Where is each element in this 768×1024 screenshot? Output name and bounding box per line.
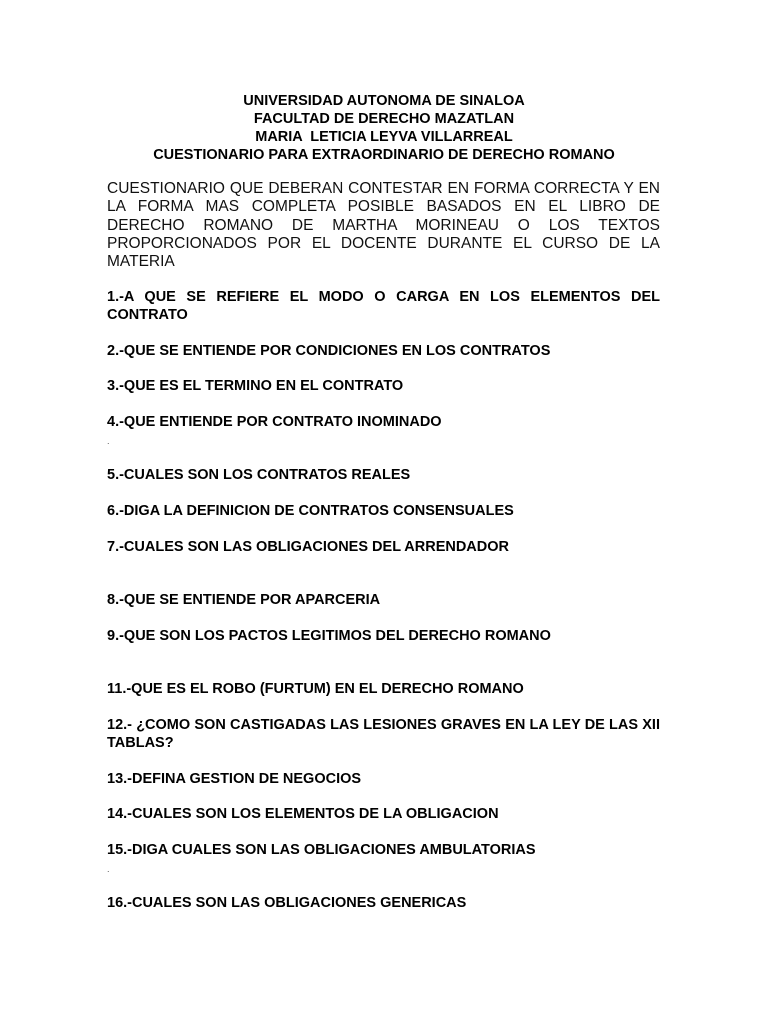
question-6: 6.-DIGA LA DEFINICION DE CONTRATOS CONSENSUALES [107,503,514,519]
intro-paragraph: CUESTIONARIO QUE DEBERAN CONTESTAR EN FORMA CORRECTA Y EN LA FORMA MAS COMPLETA POSIBLE BASADOS EN EL LIBRO DE DERECHO ROMANO DE MARTHA MORINEAU O LOS TEXTOS PROPORCIONADOS POR EL DOCENTE DURANTE EL CURSO DE LA MATERIA [107,180,660,271]
faculty-name: FACULTAD DE DERECHO MAZATLAN [253,111,515,127]
question-15: 15.-DIGA CUALES SON LAS OBLIGACIONES AMBULATORIAS [107,842,536,858]
teacher-name: MARIA LETICIA LEYVA VILLARREAL [255,129,513,145]
question-8: 8.-QUE SE ENTIENDE POR APARCERIA [107,592,381,608]
question-9: 9.-QUE SON LOS PACTOS LEGITIMOS DEL DERECHO ROMANO [107,628,551,644]
question-4: 4.-QUE ENTIENDE POR CONTRATO INOMINADO [107,414,442,430]
document-title: CUESTIONARIO PARA EXTRAORDINARIO DE DERECHO ROMANO [153,147,615,163]
document-header [100,92,668,164]
question-2: 2.-QUE SE ENTIENDE POR CONDICIONES EN LOS CONTRATOS [107,343,551,359]
question-7: 7.-CUALES SON LAS OBLIGACIONES DEL ARRENDADOR [107,539,509,555]
separator-dot: . [107,864,110,874]
separator-dot: . [107,436,110,446]
question-12: 12.- ¿COMO SON CASTIGADAS LAS LESIONES GRAVES EN LA LEY DE LAS XII TABLAS? [107,717,660,751]
question-11: 11.-QUE ES EL ROBO (FURTUM) EN EL DERECHO ROMANO [107,681,524,697]
question-14: 14.-CUALES SON LOS ELEMENTOS DE LA OBLIGACION [107,806,499,822]
question-16: 16.-CUALES SON LAS OBLIGACIONES GENERICAS [107,895,467,911]
question-3: 3.-QUE ES EL TERMINO EN EL CONTRATO [107,378,404,394]
question-13: 13.-DEFINA GESTION DE NEGOCIOS [107,771,362,787]
university-name: UNIVERSIDAD AUTONOMA DE SINALOA [243,93,525,109]
question-1: 1.-A QUE SE REFIERE EL MODO O CARGA EN LOS ELEMENTOS DEL CONTRATO [107,289,660,323]
question-5: 5.-CUALES SON LOS CONTRATOS REALES [107,467,411,483]
